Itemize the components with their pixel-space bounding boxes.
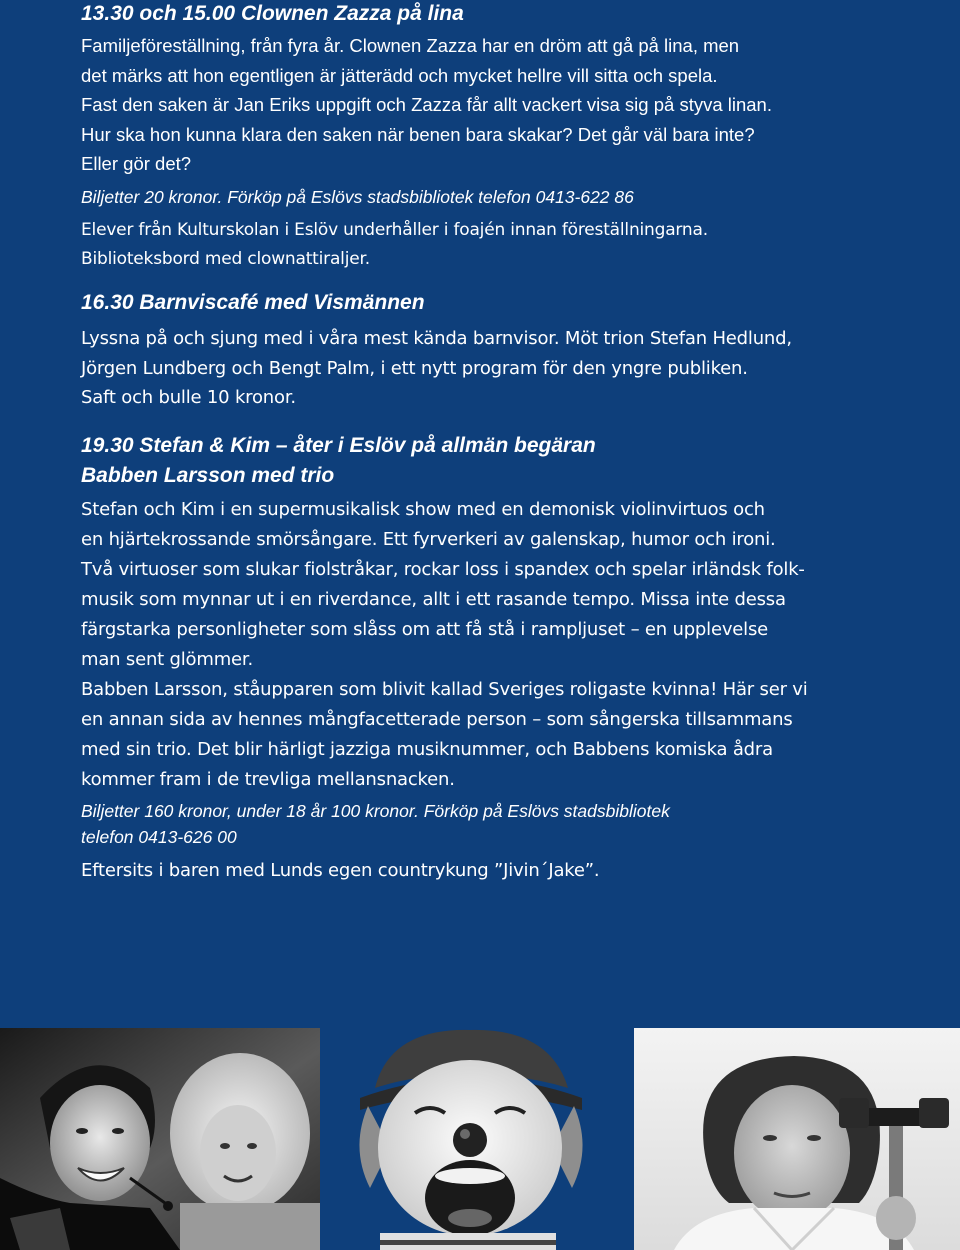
event3-p2-line: Babben Larsson, ståupparen som blivit kallad Sveriges roligaste kvinna! Här ser vi (81, 679, 808, 700)
event1-desc-line: Hur ska hon kunna klara den saken när benen bara skakar? Det går väl bara inte? (81, 123, 755, 145)
event1-desc-line: Fast den saken är Jan Eriks uppgift och Zazza får allt vackert visa sig på styva linan. (81, 94, 772, 115)
event3-p2-line: en annan sida av hennes mångfacetterade person – som sångerska tillsammans (81, 709, 793, 730)
event1-extra-line: Elever från Kulturskolan i Eslöv underhåller i foajén innan föreställningarna. (81, 220, 708, 240)
event3-p1-line: man sent glömmer. (81, 649, 253, 670)
event2-description (81, 324, 792, 413)
event3-p1-line: färgstarka personligheter som slåss om att få stå i rampljuset – en upplevelse (81, 619, 769, 640)
event3-paragraph2 (81, 675, 808, 795)
event3-tickets-line: Biljetter 160 kronor, under 18 år 100 kronor. Förköp på Eslövs stadsbibliotek (81, 801, 670, 821)
event3-p1-line: en hjärtekrossande smörsångare. Ett fyrverkeri av galenskap, humor och ironi. (81, 529, 776, 550)
event3-p2-line: med sin trio. Det blir härligt jazziga musiknummer, och Babbens komiska ådra (81, 739, 773, 760)
event1-desc-line: det märks att hon egentligen är jätterädd och mycket hellre vill sitta och spela. (81, 64, 718, 86)
event1-tickets: Biljetter 20 kronor. Förköp på Eslövs stadsbibliotek telefon 0413-622 86 (81, 187, 634, 207)
babben-larsson-photo (634, 1028, 960, 1250)
event3-paragraph1 (81, 495, 805, 675)
event3-title: 19.30 Stefan & Kim – åter i Eslöv på allmän begäran (81, 434, 596, 457)
event2-desc-line: Jörgen Lundberg och Bengt Palm, i ett nytt program för den yngre publiken. (81, 357, 748, 379)
event1-desc-line: Familjeföreställning, från fyra år. Clownen Zazza har en dröm att gå på lina, men (81, 35, 740, 56)
event3-subtitle: Babben Larsson med trio (81, 464, 335, 487)
event2-desc-line: Saft och bulle 10 kronor. (81, 387, 296, 408)
event3-p2-line: kommer fram i de trevliga mellansnacken. (81, 769, 455, 790)
photo-strip (0, 1028, 960, 1250)
event1-extra (81, 216, 708, 274)
clown-zazza-photo (320, 1028, 616, 1250)
event1-description (81, 31, 772, 179)
event2-title: 16.30 Barnviscafé med Vismännen (81, 291, 425, 314)
event3-p1-line: musik som mynnar ut i en riverdance, allt i ett rasande tempo. Missa inte dessa (81, 589, 786, 610)
event1-desc-line: Eller gör det? (81, 153, 192, 174)
stefan-kim-photo (0, 1028, 320, 1250)
event3-tickets (81, 798, 670, 850)
event3-afterparty: Eftersits i baren med Lunds egen countrykung ”Jivin´Jake”. (81, 860, 600, 881)
event3-p1-line: Stefan och Kim i en supermusikalisk show med en demonisk violinvirtuos och (81, 499, 765, 520)
event1-extra-line: Biblioteksbord med clownattiraljer. (81, 249, 370, 269)
event1-title: 13.30 och 15.00 Clownen Zazza på lina (81, 2, 464, 25)
event2-desc-line: Lyssna på och sjung med i våra mest kända barnvisor. Möt trion Stefan Hedlund, (81, 328, 792, 349)
event3-p1-line: Två virtuoser som slukar fiolstråkar, rockar loss i spandex och spelar irländsk folk- (81, 559, 805, 580)
event3-tickets-line: telefon 0413-626 00 (81, 827, 237, 847)
